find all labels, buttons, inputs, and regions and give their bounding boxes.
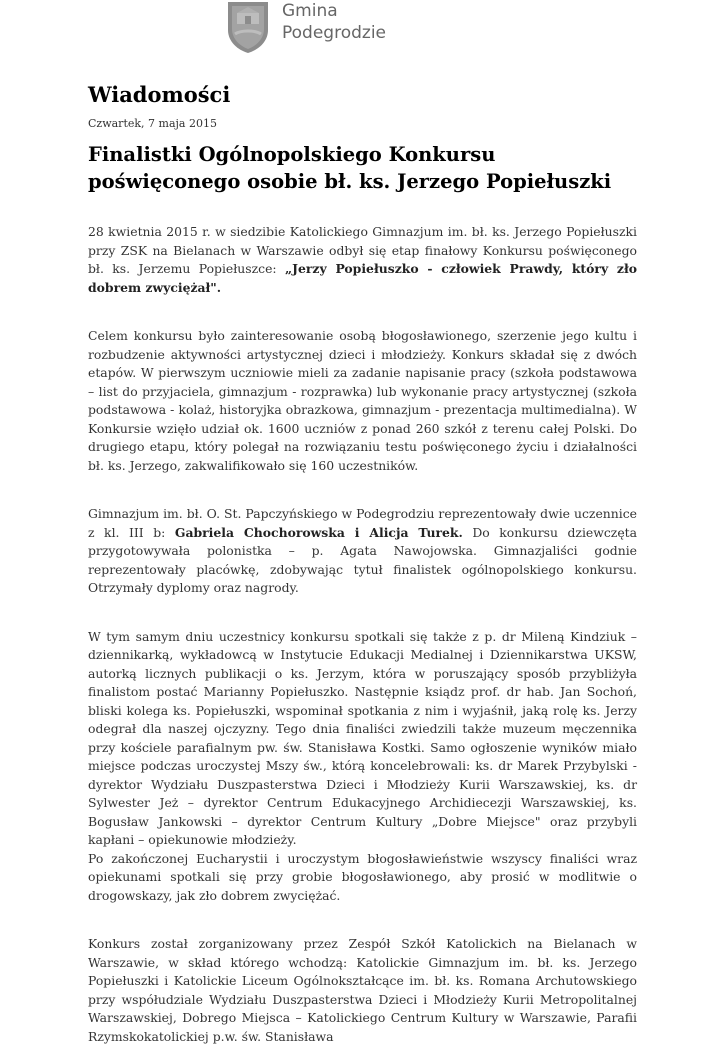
article-paragraph-3 bbox=[88, 505, 637, 598]
paragraph-3-start: Gimnazjum im. bł. O. St. Papczyńskiego w Podegrodziu reprezentowały dwie uczennice z kl. III b: bbox=[88, 506, 637, 540]
article-paragraph-6: Konkurs został zorganizowany przez Zespół Szkół Katolickich na Bielanach w Warszawie, w skład którego wchodzą: Katolickie Gimnazjum im. bł. ks. Jerzego Popiełuszki i Katolickie Liceum Ogólnokształcące im. bł. ks. Romana Archutowskiego przy współudziale Wydziału Duszpasterstwa Dzieci i Młodzieży Kurii Metropolitalnej Warszawskiej, Dobrego Miejsca – Katolickiego Centrum Kultury w Warszawie, Parafii Rzymskokatolickiej p.w. św. Stanisława bbox=[88, 936, 637, 1044]
finalists-names: Gabriela Chochorowska i Alicja Turek. bbox=[174, 524, 463, 540]
article-paragraph-1 bbox=[88, 223, 637, 297]
site-header bbox=[226, 0, 386, 56]
article-paragraph-4: W tym samym dniu uczestnicy konkursu spotkali się także z p. dr Mileną Kindziuk – dziennikarką, wykładowcą w Instytucie Edukacji Medialnej i Dziennikarstwa UKSW, autorką licznych publikacji o ks. Jerzym, która w poruszający sposób przybliżyła finalistom postać Marianny Popiełuszko. Następnie ksiądz prof. dr hab. Jan Sochoń, bliski kolega ks. Popiełuszki, wspominał spotkania z nim i wyjaśnił, jaką rolę ks. Jerzy odegrał dla naszej ojczyzny. Tego dnia finaliści zwiedzili także muzeum męczennika przy kościele parafialnym pw. św. Stanisława Kostki. Samo ogłoszenie wyników miało miejsce podczas uroczystej Mszy św., którą koncelebrowali: ks. dr Marek Przybylski - dyrektor Wydziału Duszpasterstwa Dzieci i Młodzieży Kurii Warszawskiej, ks. dr Sylwester Jeż – dyrektor Centrum Edukacyjnego Archidiecezji Warszawskiej, ks. Bogusław Jankowski – dyrektor Centrum Kultury „Dobre Miejsce" oraz przybyli kapłani – opiekunowie młodzieży. bbox=[88, 628, 637, 847]
section-title: Wiadomości bbox=[88, 82, 231, 107]
article-title: Finalistki Ogólnopolskiego Konkursu poświęconego osobie bł. ks. Jerzego Popiełuszki bbox=[88, 143, 612, 193]
article-content bbox=[88, 80, 637, 1046]
logo-line-1: Gmina bbox=[282, 1, 338, 21]
logo-line-2: Podegrodzie bbox=[282, 23, 387, 43]
competition-motto: „Jerzy Popiełuszko - człowiek Prawdy, który zło dobrem zwyciężał". bbox=[88, 261, 638, 295]
site-logo-text[interactable] bbox=[282, 0, 386, 44]
coat-of-arms-icon[interactable] bbox=[226, 0, 270, 54]
paragraph-3-end: Do konkursu dziewczęta przygotowywała polonistka – p. Agata Nawojowska. Gimnazjaliści godnie reprezentowały placówkę, zdobywając tytuł finalistek ogólnopolskiego konkursu. Otrzymały dyplomy oraz nagrody. bbox=[88, 524, 638, 595]
article-paragraph-2: Celem konkursu było zainteresowanie osobą błogosławionego, szerzenie jego kultu i rozbudzenie aktywności artystycznej dzieci i młodzieży. Konkurs składał się z dwóch etapów. W pierwszym uczniowie mieli za zadanie napisanie pracy (szkoła podstawowa – list do przyjaciela, gimnazjum - rozprawka) lub wykonanie pracy artystycznej (szkoła podstawowa - kolaż, historyjka obrazkowa, gimnazjum - prezentacja multimedialna). W Konkursie wzięło udział ok. 1600 uczniów z ponad 260 szkół z terenu całej Polski. Do drugiego etapu, który polegał na rozwiązaniu testu poświęconego życiu i działalności bł. ks. Jerzego, zakwalifikowało się 160 uczestników. bbox=[88, 328, 637, 473]
publish-date: Czwartek, 7 maja 2015 bbox=[88, 117, 217, 130]
article-paragraph-5: Po zakończonej Eucharystii i uroczystym błogosławieństwie wszyscy finaliści wraz opiekunami spotkali się przy grobie błogosławionego, aby prosić w modlitwie o drogowskazy, jak zło dobrem zwyciężać. bbox=[88, 850, 637, 903]
paragraph-1-text: 28 kwietnia 2015 r. w siedzibie Katolickiego Gimnazjum im. bł. ks. Jerzego Popiełuszki przy ZSK na Bielanach w Warszawie odbył się etap finałowy Konkursu poświęconego bł. ks. Jerzemu Popiełuszce: bbox=[88, 224, 637, 276]
